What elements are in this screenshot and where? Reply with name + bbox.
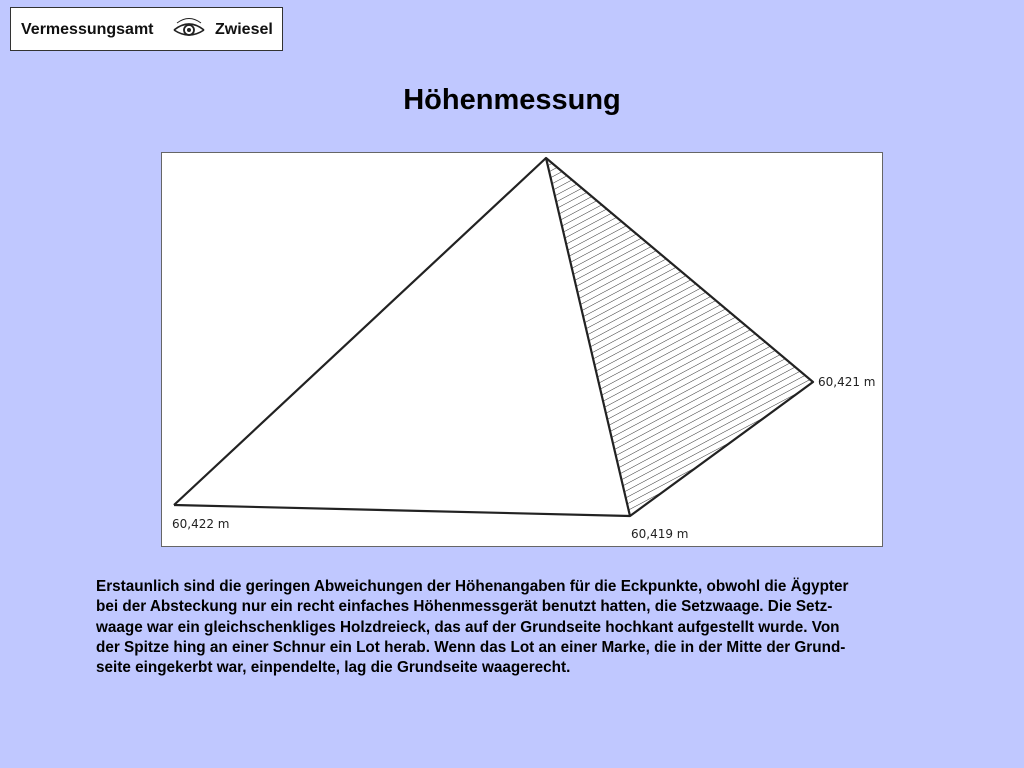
pyramid-drawing bbox=[162, 153, 884, 548]
logo-left-text: Vermessungsamt bbox=[21, 21, 154, 38]
caption-line: bei der Absteckung nur ein recht einfaches Höhenmessgerät benutzt hatten, die Setzwaage. Die Setz- bbox=[96, 598, 833, 616]
pyramid-figure bbox=[161, 152, 883, 547]
logo-right-text: Zwiesel bbox=[215, 21, 273, 38]
pyramid-shaded-face bbox=[546, 158, 813, 516]
elevation-label-right: 60,421 m bbox=[818, 375, 876, 389]
caption-line: seite eingekerbt war, einpendelte, lag die Grundseite waagerecht. bbox=[96, 659, 571, 677]
elevation-label-bottom: 60,419 m bbox=[631, 527, 689, 541]
caption-line: waage war ein gleichschenkliges Holzdreieck, das auf der Grundseite hochkant aufgestellt wurde. Von bbox=[96, 618, 840, 636]
elevation-label-left: 60,422 m bbox=[172, 517, 230, 531]
logo-box bbox=[10, 7, 283, 51]
caption-line: Erstaunlich sind die geringen Abweichungen der Höhenangaben für die Eckpunkte, obwohl die Ägypter bbox=[96, 578, 849, 595]
eye-icon bbox=[171, 14, 207, 49]
caption-text bbox=[96, 577, 946, 678]
page-title: Höhenmessung bbox=[403, 84, 621, 116]
caption-line: der Spitze hing an einer Schnur ein Lot herab. Wenn das Lot an einer Marke, die in der Mitte der Grund- bbox=[96, 638, 846, 656]
